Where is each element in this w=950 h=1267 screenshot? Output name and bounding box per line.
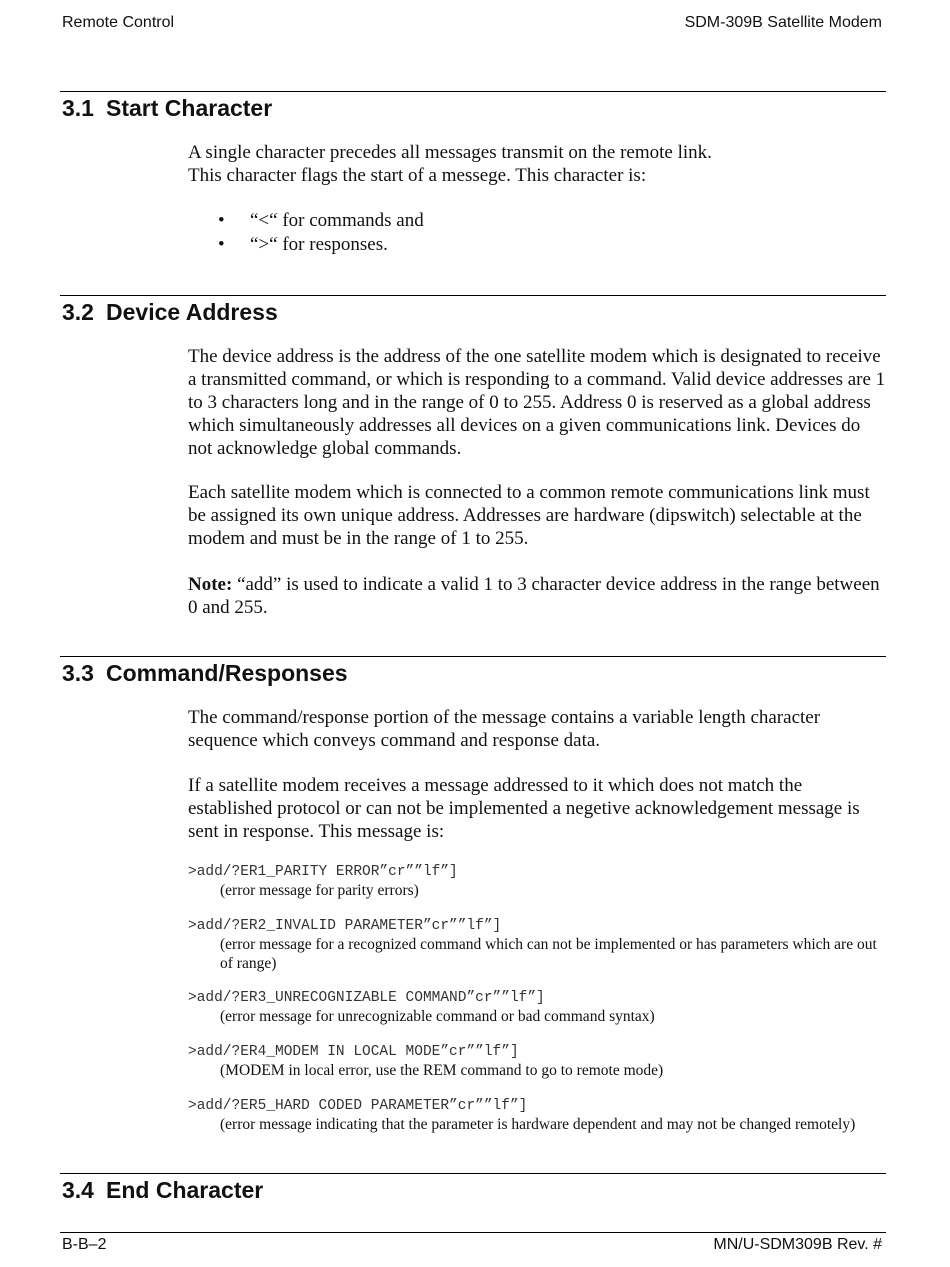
section-heading-3-3 (62, 659, 348, 687)
bullet-list (188, 209, 886, 257)
error-code: >add/?ER5_HARD CODED PARAMETER”cr””lf”] (188, 1098, 528, 1114)
footer-divider (60, 1232, 886, 1233)
section-number: 3.4 (62, 1177, 94, 1203)
page-header-left: Remote Control (62, 14, 175, 31)
list-item (188, 209, 886, 233)
paragraph: A single character precedes all messages transmit on the remote link. (188, 142, 712, 163)
list-item-text: “<“ for commands and (250, 210, 424, 231)
section-heading-3-4 (62, 1176, 263, 1204)
error-description: (error message for a recognized command which can not be implemented or has parameters which are out of range) (220, 936, 877, 972)
list-item-text: “>“ for responses. (250, 234, 388, 255)
error-code: >add/?ER1_PARITY ERROR”cr””lf”] (188, 864, 458, 880)
error-code: >add/?ER4_MODEM IN LOCAL MODE”cr””lf”] (188, 1044, 519, 1060)
section-heading-3-2 (62, 298, 278, 326)
section-divider (60, 1173, 886, 1174)
paragraph: The command/response portion of the message contains a variable length character sequence which conveys command and response data. (188, 707, 821, 751)
section-title: Command/Responses (106, 660, 348, 686)
section-title: Device Address (106, 299, 278, 325)
paragraph: Each satellite modem which is connected to a common remote communications link must be assigned its own unique address. Addresses are hardware (dipswitch) selectable at the modem and must be in the range of 1 to 255. (188, 482, 870, 549)
document-revision: MN/U-SDM309B Rev. # (713, 1236, 882, 1253)
error-entry (188, 863, 886, 900)
section-number: 3.1 (62, 95, 94, 121)
error-code: >add/?ER3_UNRECOGNIZABLE COMMAND”cr””lf”] (188, 990, 545, 1006)
paragraph: This character flags the start of a messege. This character is: (188, 165, 647, 186)
paragraph: If a satellite modem receives a message addressed to it which does not match the established protocol or can not be implemented a negetive acknowledgement message is sent in response. This message is: (188, 775, 860, 842)
section-title: End Character (106, 1177, 264, 1203)
section-heading-3-1 (62, 94, 272, 122)
list-item (188, 233, 886, 257)
section-number: 3.2 (62, 299, 94, 325)
note-paragraph (188, 573, 886, 619)
section-divider (60, 91, 886, 92)
bullet-icon: • (218, 234, 225, 255)
section-divider (60, 656, 886, 657)
paragraph: The device address is the address of the one satellite modem which is designated to receive a transmitted command, or which is responding to a command. Valid device addresses are 1 to 3 characters long and in the range of 0 to 255. Address 0 is reserved as a global address which simultaneously addresses all devices on a given communications link. Devices do not acknowledge global commands. (188, 346, 886, 459)
error-entry (188, 989, 886, 1026)
error-code: >add/?ER2_INVALID PARAMETER”cr””lf”] (188, 918, 502, 934)
error-description: (error message for unrecognizable command or bad command syntax) (220, 1008, 655, 1025)
section-title: Start Character (106, 95, 273, 121)
error-entry (188, 1043, 886, 1080)
error-entry (188, 1097, 886, 1134)
page-number: B-B–2 (62, 1236, 107, 1253)
error-description: (MODEM in local error, use the REM command to go to remote mode) (220, 1062, 664, 1079)
note-label: Note: (188, 574, 233, 595)
bullet-icon: • (218, 210, 225, 231)
error-description: (error message indicating that the parameter is hardware dependent and may not be changed remotely) (220, 1116, 856, 1133)
note-text: “add” is used to indicate a valid 1 to 3 character device address in the range between 0 and 255. (188, 574, 880, 618)
section-divider (60, 295, 886, 296)
page-header-right: SDM-309B Satellite Modem (684, 14, 882, 31)
error-description: (error message for parity errors) (220, 882, 419, 899)
error-entry (188, 917, 886, 973)
section-number: 3.3 (62, 660, 94, 686)
